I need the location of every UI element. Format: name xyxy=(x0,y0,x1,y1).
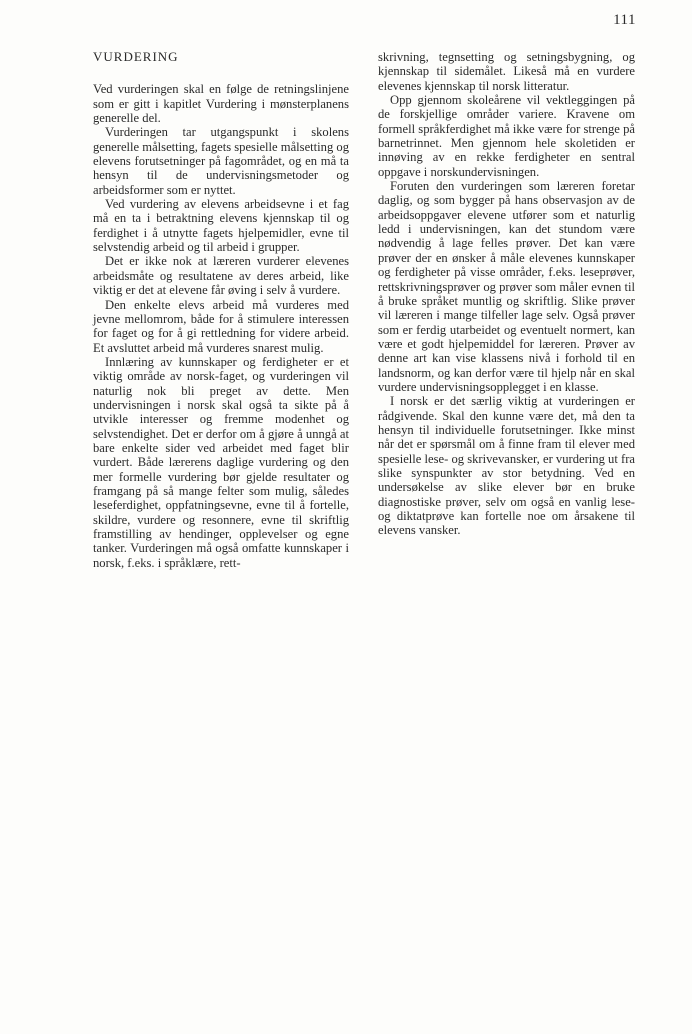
paragraph: Ved vurderingen skal en følge de retningslinjene som er gitt i kapitlet Vurdering i mønsterplanens generelle del. xyxy=(93,82,349,126)
paragraph: Det er ikke nok at læreren vurderer elevenes arbeidsmåte og resultatene av deres arbeid, like viktig er det at elevene får øving i selv å vurdere. xyxy=(93,254,349,298)
left-column xyxy=(93,50,349,570)
paragraph: Foruten den vurderingen som læreren foretar daglig, og som bygger på hans observasjon av de arbeidsoppgaver elevene utfører som et naturlig ledd i undervisningen, kan det stundom være nødvendig å lage felles prøver. Det kan være prøver der en ønsker å måle elevenes kunnskaper og ferdigheter på visse områder, f.eks. leseprøver, rettskrivningsprøver og prøver som måler evnen til å bruke språket muntlig og skriftlig. Slike prøver vil læreren i mange tilfeller lage selv. Også prøver som er ferdig utarbeidet og eventuelt normert, kan være et godt hjelpemiddel for læreren. Prøver av denne art kan vise klassens nivå i forhold til en landsnorm, og kan derfor være til hjelp når en skal vurdere undervisningsopplegget i en klasse. xyxy=(378,179,635,394)
paragraph: Opp gjennom skoleårene vil vektleggingen på de forskjellige områder variere. Kravene om formell språkferdighet må ikke være for strenge på barnetrinnet. Men gjennom hele skoletiden er innøving av en rekke ferdigheter en sentral oppgave i norskundervisningen. xyxy=(378,93,635,179)
paragraph-continuation: skrivning, tegnsetting og setningsbygning, og kjennskap til sidemålet. Likeså må en vurdere elevenes kjennskap til norsk litteratur. xyxy=(378,50,635,93)
paragraph: I norsk er det særlig viktig at vurderingen er rådgivende. Skal den kunne være det, må den ta hensyn til individuelle forutsetninger. Ikke minst når det er spørsmål om å finne fram til elever med spesielle lese- og skrivevansker, er vurdering ut fra slike synspunkter av stor betydning. Ved en undersøkelse av slike elever bør en bruke diagnostiske prøver, selv om også en vanlig lese- og diktatprøve kan fortelle noe om årsakene til elevens vansker. xyxy=(378,394,635,538)
paragraph: Ved vurdering av elevens arbeidsevne i et fag må en ta i betraktning elevens kjennskap til og ferdighet i å utnytte fagets hjelpemidler, evne til selvstendig arbeid og til arbeid i grupper. xyxy=(93,197,349,255)
right-column xyxy=(378,50,635,538)
page-number: 111 xyxy=(613,12,636,28)
paragraph: Vurderingen tar utgangspunkt i skolens generelle målsetting, fagets spesielle målsetting og elevens forutsetninger på fagområdet, og en må ta hensyn til de undervisningsmetoder og arbeidsformer som er nyttet. xyxy=(93,125,349,197)
paragraph: Den enkelte elevs arbeid må vurderes med jevne mellomrom, både for å stimulere interessen for faget og for å gi rettledning for videre arbeid. Et avsluttet arbeid må vurderes snarest mulig. xyxy=(93,297,349,355)
section-heading: VURDERING xyxy=(93,49,179,64)
paragraph: Innlæring av kunnskaper og ferdigheter er et viktig område av norsk-faget, og vurderingen vil naturlig nok bli preget av dette. Men undervisningen i norsk skal også ta sikte på å utvikle interesser og fremme modenhet og selvstendighet. Det er derfor om å gjøre å unngå at bare enkelte sider ved arbeidet med faget blir vurdert. Både lærerens daglige vurdering og den mer formelle vurdering bør gjelde resultater og framgang på så mange felter som mulig, således leseferdighet, oppfatningsevne, evne til å fortelle, skildre, vurdere og resonnere, evne til skriftlig framstilling av hendinger, opplevelser og egne tanker. Vurderingen må også omfatte kunnskaper i norsk, f.eks. i språklære, rett- xyxy=(93,354,349,570)
